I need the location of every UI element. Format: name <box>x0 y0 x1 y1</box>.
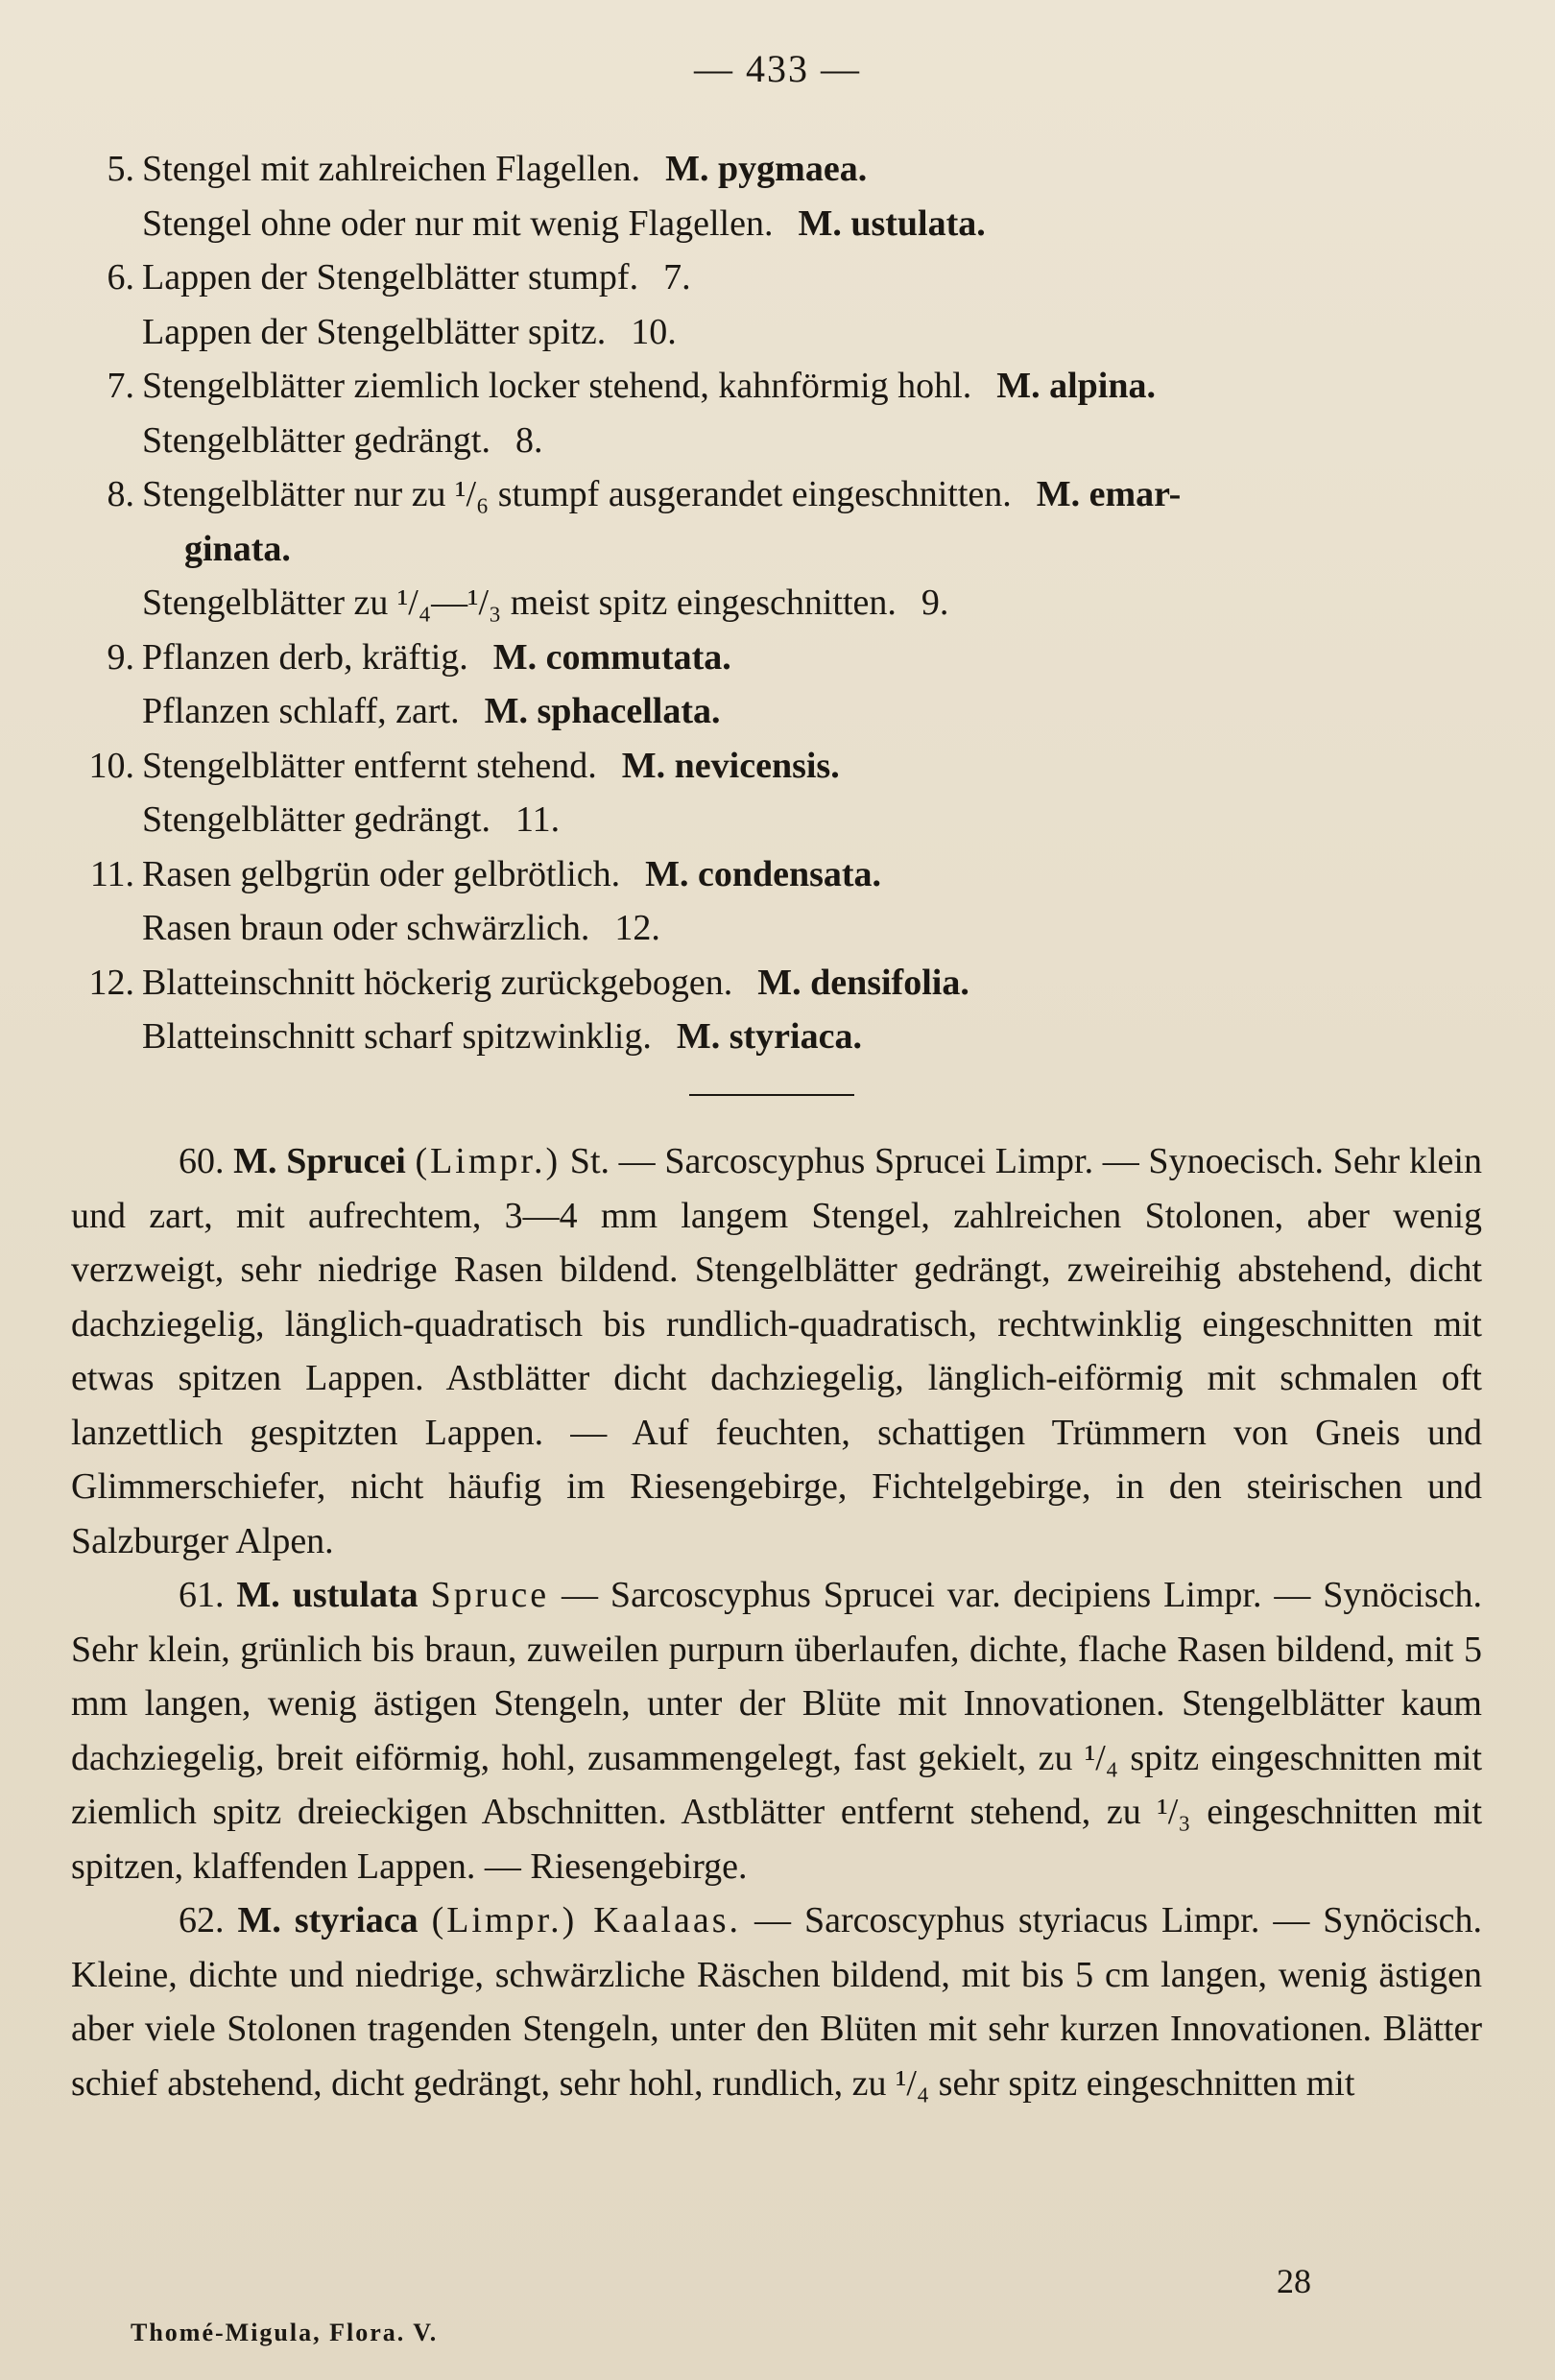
key-text: Blatteinschnitt höckerig zurückgebogen. <box>142 962 733 1003</box>
taxon-name: M. nevicensis. <box>621 745 840 786</box>
key-text: 10. <box>631 311 677 352</box>
key-line <box>69 901 1490 956</box>
key-text: Pflanzen schlaff, zart. <box>142 691 460 731</box>
species-description: — Sarcoscyphus styriacus Limpr. — Synöcisch. Kleine, dichte und niedrige, schwärzliche Räschen bildend, mit bis 5 cm langen, wenig ästigen aber viele Stolonen tragenden Stengeln, unter den Blüten mit sehr kurzen Innovationen. Blätter schief abstehend, dicht gedrängt, sehr hohl, rundlich, zu ¹/₄ sehr spitz eingeschnitten mit <box>71 1900 1483 2104</box>
species-name: M. Sprucei <box>233 1141 406 1181</box>
key-line <box>69 956 1490 1011</box>
taxon-name: M. condensata. <box>645 853 882 894</box>
key-text: Stengelblätter zu ¹/₄—¹/₃ meist spitz eingeschnitten. <box>142 583 897 623</box>
key-number: 11. <box>89 853 134 894</box>
key-text: Stengel mit zahlreichen Flagellen. <box>142 149 641 189</box>
taxon-name: ginata. <box>184 528 291 569</box>
key-text: Stengelblätter gedrängt. <box>142 419 490 461</box>
key-text: 12. <box>614 908 660 948</box>
key-line <box>69 467 1490 522</box>
page-number: — 433 — <box>694 47 861 90</box>
key-text: Blatteinschnitt scharf spitzwinklig. <box>142 1016 652 1057</box>
taxon-name: M. sphacellata. <box>484 691 721 731</box>
key-number: 5. <box>107 149 134 189</box>
key-number: 6. <box>107 257 134 298</box>
species-description: — Sarcoscyphus Sprucei var. decipiens Limpr. — Synöcisch. Sehr klein, grünlich bis braun, zuweilen purpurn überlaufen, dichte, flache Rasen bildend, mit 5 mm langen, wenig ästigen Stengeln, unter der Blüte mit Innovationen. Stengelblätter kaum dachziegelig, breit eiförmig, hohl, zusammengelegt, fast gekielt, zu ¹/₄ spitz eingeschnitten mit ziemlich spitz dreieckigen Abschnitten. Astblätter entfernt stehend, zu ¹/₃ eingeschnitten mit spitzen, klaffenden Lappen. — Riesengebirge. <box>71 1575 1482 1887</box>
key-number: 8. <box>107 474 134 514</box>
key-text: Stengelblätter ziemlich locker stehend, kahnförmig hohl. <box>142 366 972 406</box>
signature-number: 28 <box>1277 2262 1311 2300</box>
key-text: Stengelblätter gedrängt. <box>142 799 490 840</box>
species-number: 62. <box>179 1900 225 1940</box>
key-number: 10. <box>88 745 134 786</box>
key-line <box>69 414 1490 468</box>
key-text: Rasen gelbgrün oder gelbrötlich. <box>142 853 621 894</box>
species-entry <box>71 1568 1482 1893</box>
key-line <box>69 631 1490 685</box>
key-line <box>69 684 1490 739</box>
key-text: Pflanzen derb, kräftig. <box>142 636 468 678</box>
key-text: Stengel ohne oder nur mit wenig Flagellen. <box>142 202 774 244</box>
species-entry <box>71 1134 1482 1568</box>
key-number: 9. <box>107 636 134 678</box>
key-line <box>69 359 1490 414</box>
key-text: Stengelblätter nur zu ¹/₆ stumpf ausgerandet eingeschnitten. <box>142 474 1012 514</box>
taxon-name: M. styriaca. <box>676 1016 862 1057</box>
taxon-name: M. alpina. <box>996 366 1156 406</box>
key-line <box>69 250 1490 305</box>
key-line <box>69 576 1490 631</box>
section-divider <box>689 1094 854 1096</box>
key-line <box>69 739 1490 794</box>
key-number: 7. <box>107 366 134 406</box>
key-line <box>69 1010 1490 1064</box>
identification-key <box>69 142 1490 1064</box>
species-author: (Limpr.) <box>415 1141 562 1181</box>
key-number: 12. <box>88 962 134 1003</box>
key-text: Lappen der Stengelblätter spitz. <box>142 311 607 352</box>
taxon-name: M. commutata. <box>492 636 731 678</box>
key-text: 7. <box>663 257 691 298</box>
species-number: 60. <box>179 1141 225 1181</box>
species-descriptions <box>71 1134 1482 2110</box>
species-number: 61. <box>179 1575 225 1615</box>
key-text: 8. <box>515 419 543 461</box>
species-author: (Limpr.) Kaalaas. <box>431 1900 741 1940</box>
key-line <box>69 305 1490 360</box>
key-line <box>69 142 1490 197</box>
key-line <box>69 522 1490 577</box>
species-author: Spruce <box>430 1575 550 1615</box>
taxon-name: M. densifolia. <box>757 962 969 1003</box>
key-text: Stengelblätter entfernt stehend. <box>142 745 597 786</box>
printer-footer: Thomé-Migula, Flora. V. <box>131 2319 439 2346</box>
species-name: M. styriaca <box>237 1900 419 1940</box>
key-text: 11. <box>515 799 561 840</box>
key-line <box>69 793 1490 847</box>
key-line <box>69 847 1490 902</box>
species-entry <box>71 1893 1482 2110</box>
key-line <box>69 197 1490 251</box>
species-name: M. ustulata <box>236 1575 419 1615</box>
key-text: Lappen der Stengelblätter stumpf. <box>142 257 639 298</box>
taxon-name: M. pygmaea. <box>665 149 868 189</box>
taxon-name: M. emar- <box>1036 474 1182 514</box>
key-text: Rasen braun oder schwärzlich. <box>142 908 590 948</box>
taxon-name: M. ustulata. <box>798 202 986 244</box>
key-text: 9. <box>921 583 949 623</box>
species-description: St. — Sarcoscyphus Sprucei Limpr. — Synoecisch. Sehr klein und zart, mit aufrechtem, 3—4 mm langem Stengel, zahlreichen Stolonen, aber wenig verzweigt, sehr niedrige Rasen bildend. Stengelblätter gedrängt, zweireihig abstehend, dicht dachziegelig, länglich-quadratisch bis rundlich-quadratisch, rechtwinklig eingeschnitten mit etwas spitzen Lappen. Astblätter dicht dachziegelig, länglich-eiförmig mit schmalen oft lanzettlich gespitzten Lappen. — Auf feuchten, schattigen Trümmern von Gneis und Glimmerschiefer, nicht häufig im Riesengebirge, Fichtelgebirge, in den steirischen und Salzburger Alpen. <box>71 1141 1482 1561</box>
